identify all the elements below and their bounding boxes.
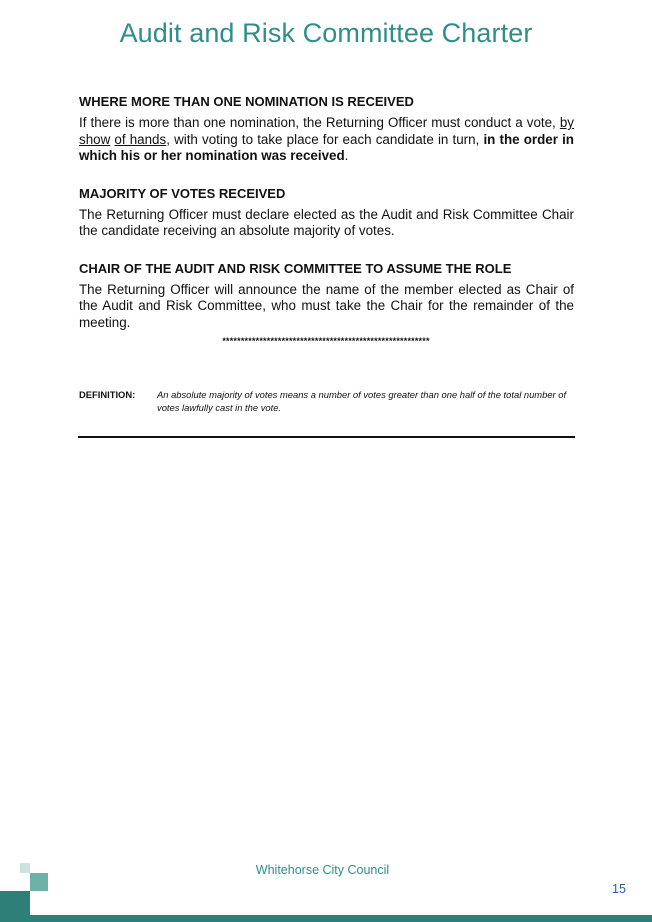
separator-stars: ******************************************************** xyxy=(222,336,430,346)
horizontal-divider xyxy=(78,436,575,438)
definition-block xyxy=(79,389,574,414)
page-title: Audit and Risk Committee Charter xyxy=(119,18,533,48)
document-content xyxy=(79,94,574,331)
section-body-chair-assume-role: The Returning Officer will announce the name of the member elected as Chair of the Audit and Risk Committee, who must take the Chair for the remainder of the meeting. xyxy=(79,281,574,330)
section-heading-chair-assume-role: CHAIR OF THE AUDIT AND RISK COMMITTEE TO ASSUME THE ROLE xyxy=(79,260,512,276)
footer-organization: Whitehorse City Council xyxy=(255,863,390,877)
definition-text: An absolute majority of votes means a number of votes greater than one half of the total number of votes lawfully cast in the vote. xyxy=(157,389,567,413)
footer-bar xyxy=(0,915,652,922)
section-body-multiple-nominations: If there is more than one nomination, the Returning Officer must conduct a vote, by show of hands, with voting to take place for each candidate in turn, in the order in which his or her nomination was received. xyxy=(79,115,574,163)
page-number: 15 xyxy=(612,882,626,896)
section-heading-multiple-nominations: WHERE MORE THAN ONE NOMINATION IS RECEIVED xyxy=(79,94,414,109)
section-body-majority-votes: The Returning Officer must declare elected as the Audit and Risk Committee Chair the candidate receiving an absolute majority of votes. xyxy=(79,206,574,238)
definition-label: DEFINITION: xyxy=(79,389,136,400)
section-heading-majority-votes: MAJORITY OF VOTES RECEIVED xyxy=(79,185,286,201)
